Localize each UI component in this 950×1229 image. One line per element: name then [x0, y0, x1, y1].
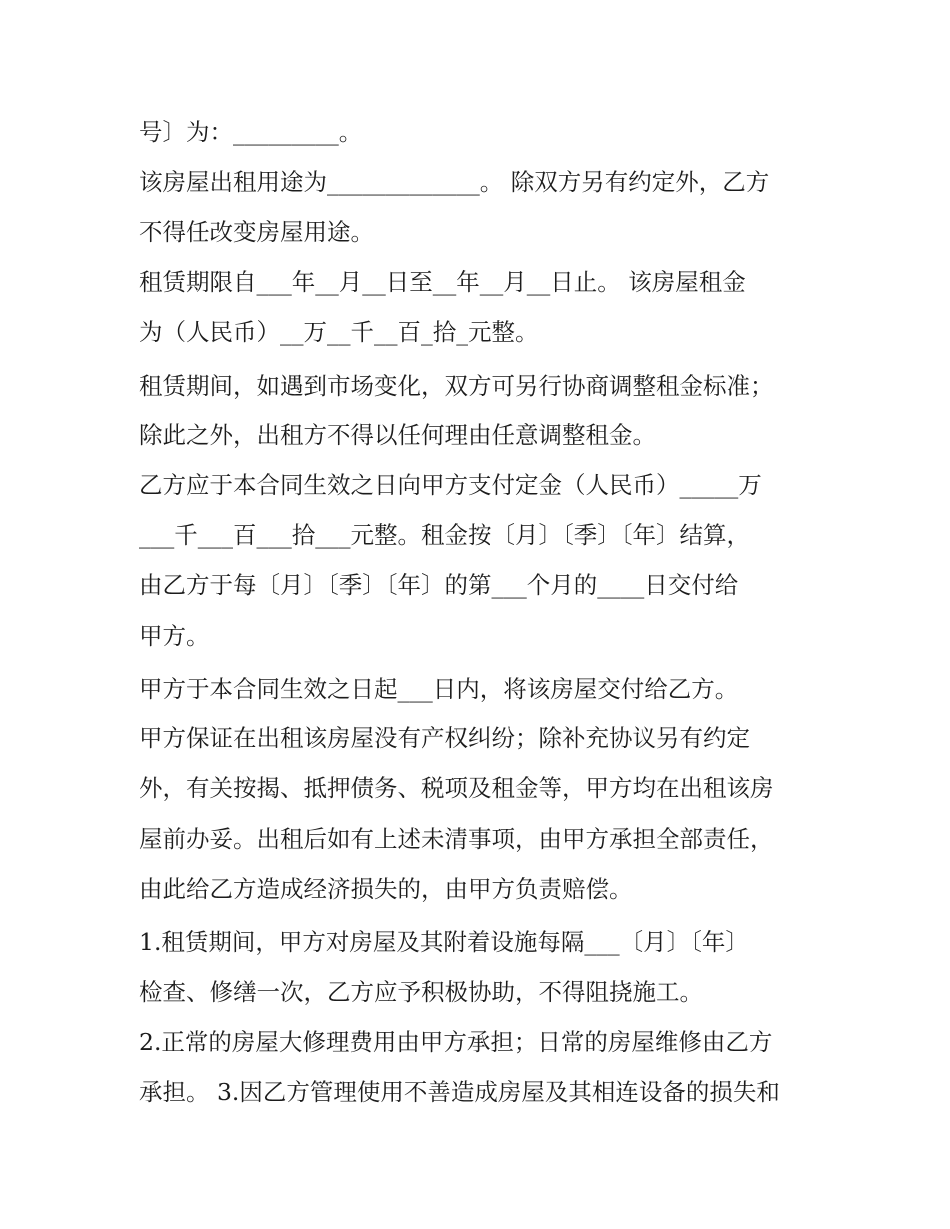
text-line: ___千___百___拾___元整。租金按〔月〕〔季〕〔年〕结算， [139, 521, 750, 549]
text-line: 甲方保证在出租该房屋没有产权纠纷；除补充协议另有约定 [139, 724, 750, 752]
text-line: 承担。 3.因乙方管理使用不善造成房屋及其相连设备的损失和 [139, 1078, 780, 1106]
text-line: 甲方于本合同生效之日起___日内，将该房屋交付给乙方。 [139, 675, 739, 703]
text-line: 由乙方于每〔月〕〔季〕〔年〕的第___个月的____日交付给 [139, 571, 739, 599]
text-line: 检查、修缮一次，乙方应予积极协助，不得阻挠施工。 [139, 978, 703, 1006]
text-line: 租赁期间，如遇到市场变化，双方可另行协商调整租金标准； [139, 372, 774, 400]
text-line: 屋前办妥。出租后如有上述未清事项，由甲方承担全部责任， [139, 825, 774, 853]
text-line: 为（人民币）__万__千__百_拾_元整。 [139, 318, 539, 346]
text-line: 除此之外，出租方不得以任何理由任意调整租金。 [139, 421, 656, 449]
text-line: 外，有关按揭、抵押债务、税项及租金等，甲方均在出租该房 [139, 774, 774, 802]
text-line: 该房屋出租用途为_____________。 除双方另有约定外，乙方 [139, 168, 770, 196]
text-line: 1.租赁期间，甲方对房屋及其附着设施每隔___〔月〕〔年〕 [139, 928, 749, 956]
text-line: 由此给乙方造成经济损失的，由甲方负责赔偿。 [139, 875, 633, 903]
text-line: 乙方应于本合同生效之日向甲方支付定金（人民币）_____万 [139, 471, 762, 499]
text-line: 2.正常的房屋大修理费用由甲方承担；日常的房屋维修由乙方 [139, 1028, 773, 1056]
text-line: 号〕为：_________。 [139, 118, 363, 146]
text-line: 租赁期限自___年__月__日至__年__月__日止。 该房屋租金 [139, 268, 746, 296]
text-line: 甲方。 [139, 622, 210, 650]
text-line: 不得任改变房屋用途。 [139, 218, 374, 246]
